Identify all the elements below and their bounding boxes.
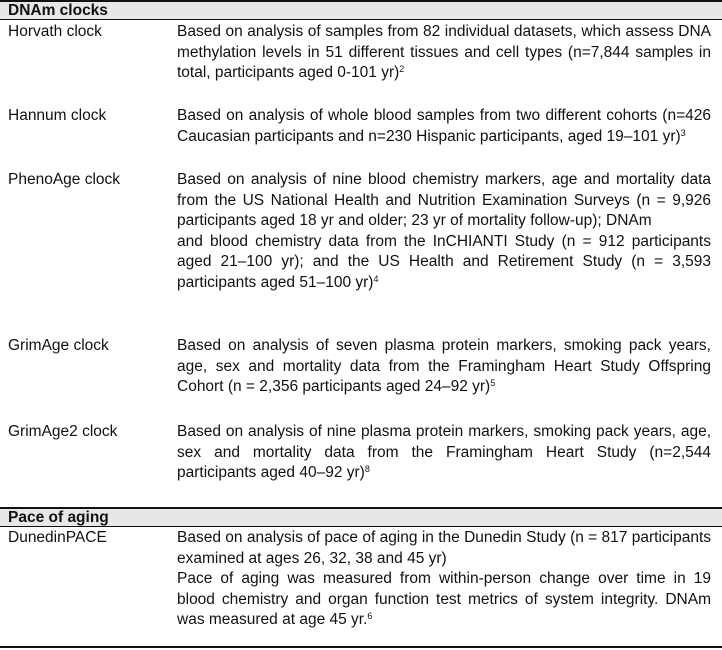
description-text: Based on analysis of seven plasma protein markers, smoking pack years, age, sex and mortality data from the Framingham Heart Study Offspring Cohort (n = 2,356 participants aged 24–92 yr) — [177, 337, 711, 395]
reference-superscript: 8 — [364, 464, 370, 474]
clock-name: Horvath clock — [8, 23, 102, 40]
description-text-continued — [177, 569, 711, 631]
section-title: DNAm clocks — [8, 2, 108, 19]
section-header-dnam-clocks — [0, 0, 722, 20]
clock-description — [177, 528, 711, 631]
description-text-part: and blood chemistry data from the InCHIANTI Study (n = 912 participants aged 21–100 yr); and the US Health and Retirement Study (n = 3,593 participants aged 51–100 yr) — [177, 232, 711, 291]
reference-superscript: 5 — [490, 378, 496, 388]
reference-superscript: 4 — [373, 273, 379, 284]
reference-superscript: 2 — [399, 64, 405, 74]
table-bottom-rule — [0, 646, 722, 648]
clock-name: DunedinPACE — [8, 529, 107, 546]
clock-name: Hannum clock — [8, 107, 107, 124]
clock-description — [177, 106, 711, 147]
clock-description — [177, 22, 711, 84]
clock-name: GrimAge clock — [8, 337, 109, 354]
section-title: Pace of aging — [8, 509, 109, 526]
clock-description — [177, 170, 711, 293]
description-text: Based on analysis of whole blood samples from two different cohorts (n=426 Caucasian participants and n=230 Hispanic participants, aged 19–101 yr) — [177, 107, 711, 145]
description-text-continued — [177, 232, 711, 294]
clock-name: GrimAge2 clock — [8, 423, 118, 440]
reference-superscript: 6 — [367, 611, 373, 621]
clock-name: PhenoAge clock — [8, 171, 121, 188]
description-text: Based on analysis of samples from 82 individual datasets, which assess DNA methylation levels in 51 different tissues and cell types (n=7,844 samples in total, participants aged 0-101 yr) — [177, 23, 711, 81]
clock-description — [177, 336, 711, 398]
section-header-pace-of-aging — [0, 507, 722, 527]
description-text-part: Pace of aging was measured from within-person change over time in 19 blood chemistry and organ function test metrics of system integrity. DNAm was measured at age 45 yr. — [177, 570, 711, 628]
description-text: Based on analysis of nine blood chemistry markers, age and mortality data from the US National Health and Nutrition Examination Surveys (n = 9,926 participants aged 18 yr and older; 23 yr of mortality follow-up); DNAm — [177, 171, 711, 229]
reference-superscript: 3 — [680, 127, 686, 138]
description-text: Based on analysis of nine plasma protein markers, smoking pack years, age, sex and mortality data from the Framingham Heart Study (n=2,544 participants aged 40–92 yr) — [177, 423, 711, 481]
clock-description — [177, 422, 711, 484]
description-text: Based on analysis of pace of aging in the Dunedin Study (n = 817 participants examined at ages 26, 32, 38 and 45 yr) — [177, 529, 711, 567]
